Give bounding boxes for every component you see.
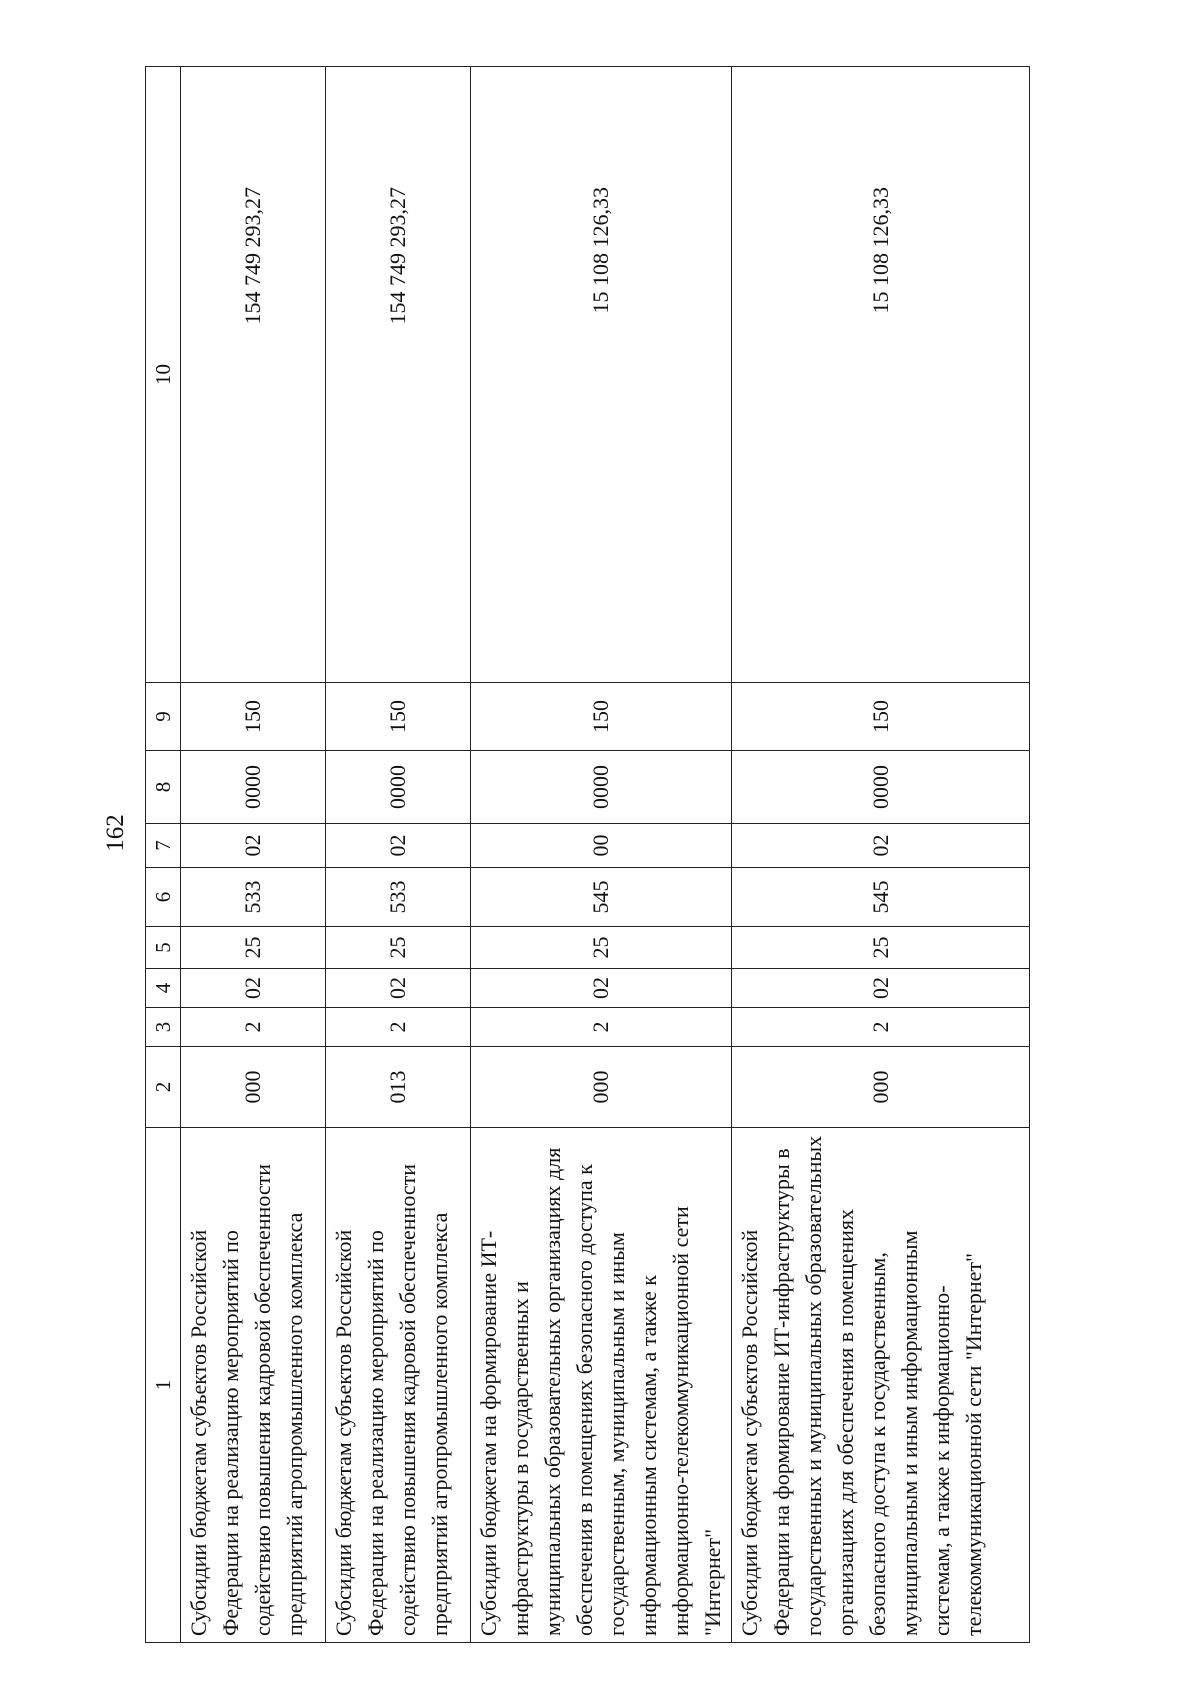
cell-c9: 150 <box>732 683 1030 751</box>
row-description: Субсидии бюджетам субъектов Российской Федерации на реализацию мероприятий по содействию повышения кадровой обеспеченности предприятий агропромышленного комплекса <box>181 1128 326 1643</box>
cell-c2: 000 <box>181 1047 326 1128</box>
cell-c4: 02 <box>732 969 1030 1008</box>
table-row <box>471 67 732 1643</box>
col-header-5: 5 <box>146 927 181 969</box>
cell-amount: 15 108 126,33 <box>732 67 1030 683</box>
cell-c7: 02 <box>326 824 471 868</box>
row-description: Субсидии бюджетам субъектов Российской Федерации на формирование ИТ-инфраструктуры в государственных и муниципальных образовательных организациях для обеспечения в помещениях безопасного доступа к государственным, муниципальным и иным информационным системам, а также к информационно-телекоммуникационной сети "Интернет" <box>732 1128 1030 1643</box>
cell-c3: 2 <box>732 1008 1030 1047</box>
cell-c7: 02 <box>181 824 326 868</box>
budget-table <box>145 66 1030 1643</box>
cell-c2: 000 <box>732 1047 1030 1128</box>
row-description: Субсидии бюджетам на формирование ИТ-инфраструктуры в государственных и муниципальных образовательных организациях для обеспечения в помещениях безопасного доступа к государственным, муниципальным и иным информационным системам, а также к информационно-телекоммуникационной сети "Интернет" <box>471 1128 732 1643</box>
cell-c8: 0000 <box>471 751 732 824</box>
cell-c2: 000 <box>471 1047 732 1128</box>
header-row <box>146 67 181 1643</box>
cell-c5: 25 <box>181 927 326 969</box>
table-row <box>732 67 1030 1643</box>
page-number: 162 <box>102 814 129 852</box>
col-header-2: 2 <box>146 1047 181 1128</box>
cell-c5: 25 <box>471 927 732 969</box>
cell-c6: 545 <box>732 868 1030 927</box>
cell-c7: 00 <box>471 824 732 868</box>
col-header-3: 3 <box>146 1008 181 1047</box>
cell-c4: 02 <box>326 969 471 1008</box>
cell-c8: 0000 <box>181 751 326 824</box>
cell-amount: 154 749 293,27 <box>181 67 326 683</box>
col-header-8: 8 <box>146 751 181 824</box>
cell-c9: 150 <box>471 683 732 751</box>
cell-c3: 2 <box>471 1008 732 1047</box>
col-header-4: 4 <box>146 969 181 1008</box>
cell-c4: 02 <box>471 969 732 1008</box>
row-description: Субсидии бюджетам субъектов Российской Федерации на реализацию мероприятий по содействию повышения кадровой обеспеченности предприятий агропромышленного комплекса <box>326 1128 471 1643</box>
cell-c6: 533 <box>326 868 471 927</box>
table-row <box>326 67 471 1643</box>
cell-c7: 02 <box>732 824 1030 868</box>
cell-c3: 2 <box>326 1008 471 1047</box>
cell-c9: 150 <box>181 683 326 751</box>
col-header-7: 7 <box>146 824 181 868</box>
cell-c5: 25 <box>732 927 1030 969</box>
cell-c9: 150 <box>326 683 471 751</box>
cell-amount: 154 749 293,27 <box>326 67 471 683</box>
rotated-table-container <box>145 67 1025 1643</box>
col-header-10: 10 <box>146 67 181 683</box>
cell-c6: 533 <box>181 868 326 927</box>
cell-c6: 545 <box>471 868 732 927</box>
cell-c5: 25 <box>326 927 471 969</box>
table-row <box>181 67 326 1643</box>
cell-amount: 15 108 126,33 <box>471 67 732 683</box>
cell-c4: 02 <box>181 969 326 1008</box>
cell-c2: 013 <box>326 1047 471 1128</box>
col-header-9: 9 <box>146 683 181 751</box>
cell-c8: 0000 <box>326 751 471 824</box>
cell-c3: 2 <box>181 1008 326 1047</box>
col-header-1: 1 <box>146 1128 181 1643</box>
cell-c8: 0000 <box>732 751 1030 824</box>
col-header-6: 6 <box>146 868 181 927</box>
